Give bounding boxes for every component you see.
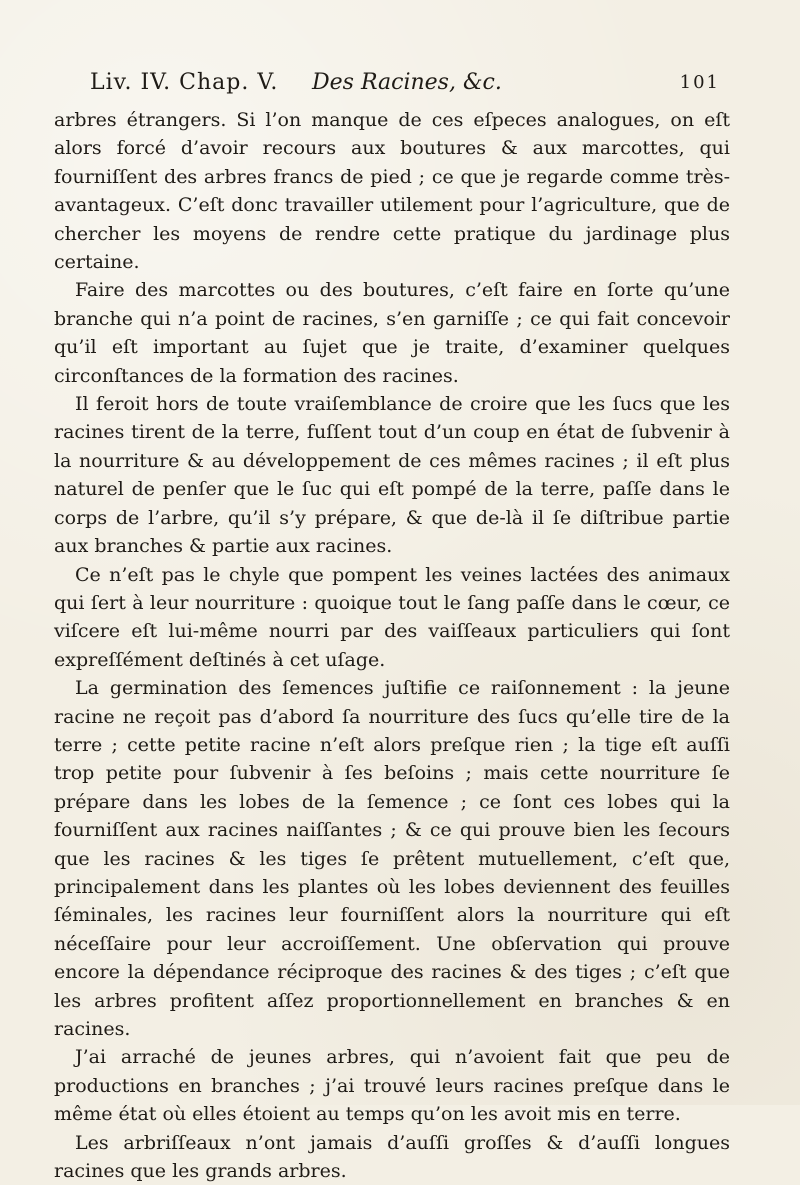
paragraph: Les arbriſſeaux n’ont jamais d’auſſi groſſes & d’auſſi longues racines que les grands arbres. [54,1131,730,1183]
book-chapter-reference: Liv. IV. Chap. V. [90,70,279,95]
paragraph-continued: arbres étrangers. Si l’on manque de ces eſpeces analogues, on eſt alors forcé d’avoir recours aux boutures & aux marcottes, qui fourniſſent des arbres francs de pied ; ce que je regarde comme très-avantageux. C’eſt donc travailler utilement pour l’agriculture, que de chercher les moyens de rendre cette pratique du jardinage plus certaine. [54,109,730,274]
paragraph: La germination des ſemences juſtifie ce raiſonnement : la jeune racine ne reçoit pas d’abord ſa nourriture des ſucs qu’elle tire de la terre ; cette petite racine n’eſt alors preſque rien ; la tige eſt auſſi trop petite pour ſubvenir à ſes beſoins ; mais cette nourriture ſe prépare dans les lobes de la ſemence ; ce ſont ces lobes qui la fourniſſent aux racines naiſſantes ; & ce qui prouve bien les ſecours que les racines & les tiges ſe prêtent mutuellement, c’eſt que, principalement dans les plantes où les lobes deviennent des feuilles ſéminales, les racines leur fourniſſent alors la nourriture qui eſt néceſſaire pour leur accroiſſement. Une obſervation qui prouve encore la dépendance réciproque des racines & des tiges ; c’eſt que les arbres profitent aſſez proportionnellement en branches & en racines. [54,677,730,1040]
paragraph: J’ai arraché de jeunes arbres, qui n’avoient fait que peu de productions en branches ; j’ai trouvé leurs racines preſque dans le même état où elles étoient au temps qu’on les avoit mis en terre. [54,1046,730,1126]
paragraph: Il feroit hors de toute vraiſemblance de croire que les ſucs que les racines tirent de la terre, fuſſent tout d’un coup en état de ſubvenir à la nourriture & au développement de ces mêmes racines ; il eſt plus naturel de penſer que le ſuc qui eſt pompé de la terre, paſſe dans le corps de l’arbre, qu’il s’y prépare, & que de-là il ſe diſtribue partie aux branches & partie aux racines. [54,393,730,558]
paragraph: Faire des marcottes ou des boutures, c’eſt faire en ſorte qu’une branche qui n’a point de racines, s’en garniſſe ; ce qui fait concevoir qu’il eſt important au ſujet que je traite, d’examiner quelques circonſtances de la formation des racines. [54,279,730,387]
running-head [90,67,720,99]
page-number: 101 [679,72,720,93]
body-text [54,106,730,1185]
chapter-title: Des Racines, &c. [312,70,502,95]
paragraph: Ce n’eſt pas le chyle que pompent les veines lactées des animaux qui ſert à leur nourriture : quoique tout le ſang paſſe dans le cœur, ce viſcere eſt lui-même nourri par des vaiſſeaux particuliers qui ſont expreſſément deſtinés à cet uſage. [54,563,730,671]
